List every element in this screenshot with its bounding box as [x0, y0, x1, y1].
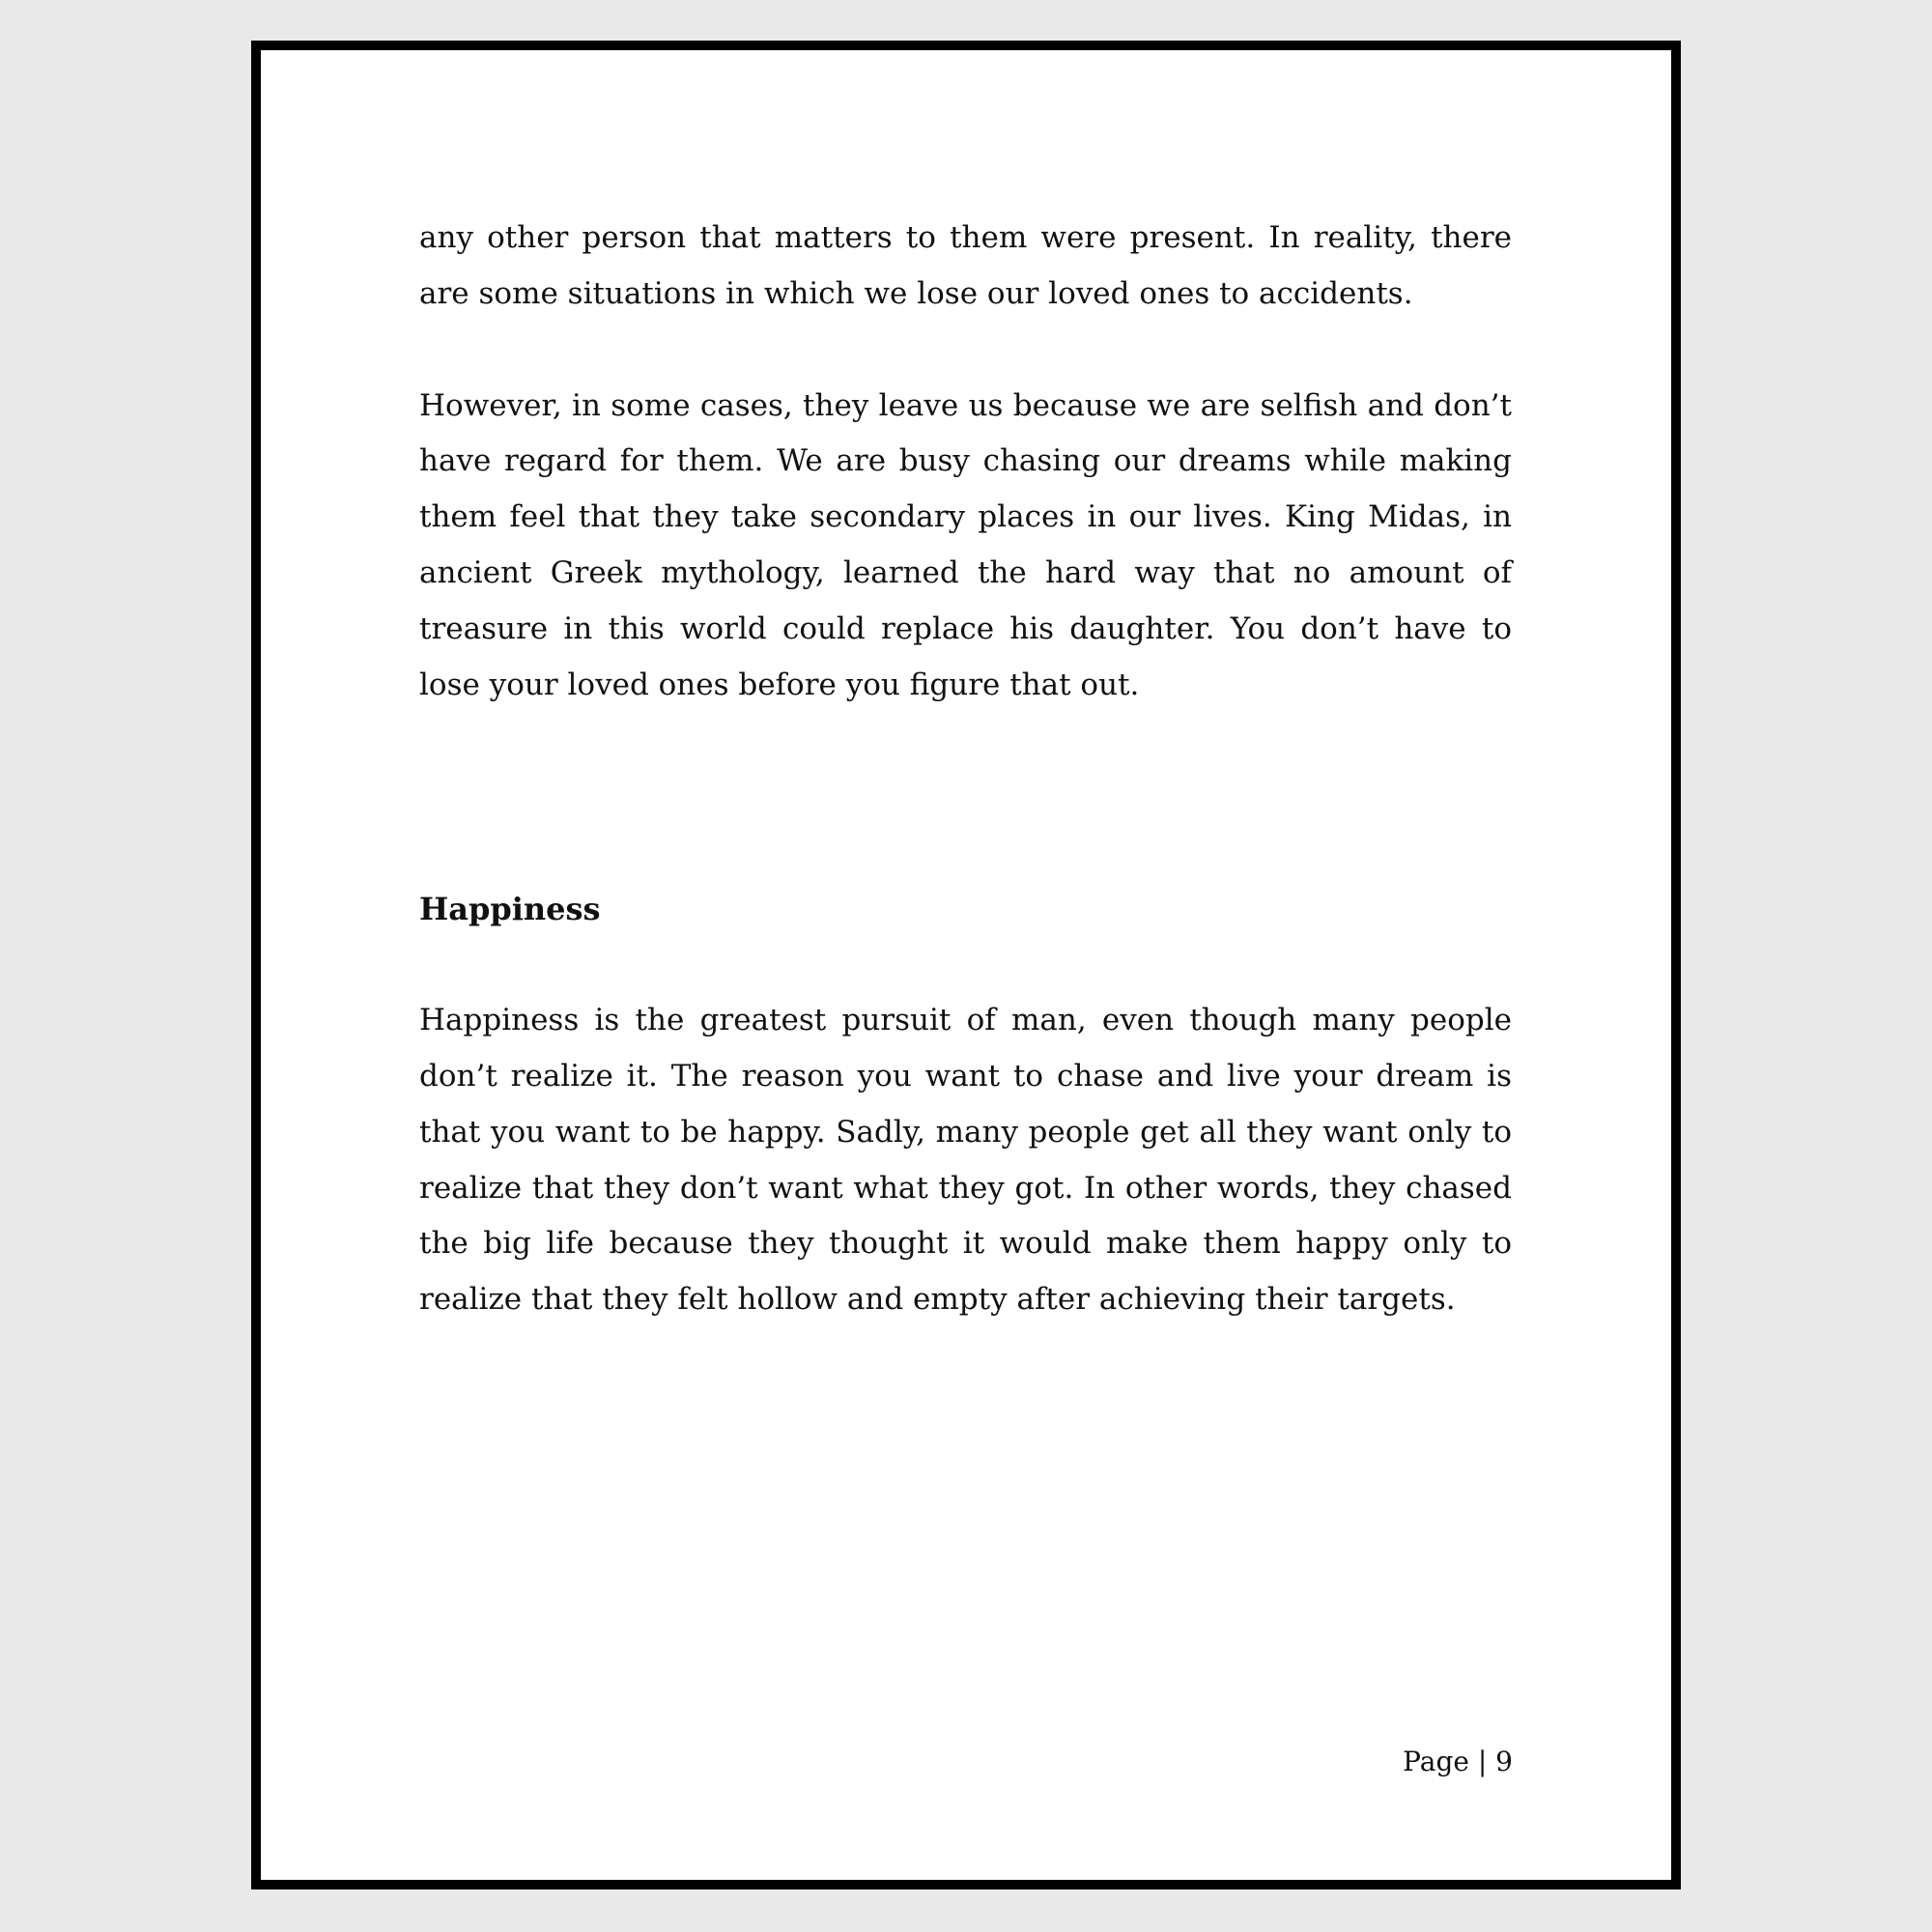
- body-paragraph: However, in some cases, they leave us because we are selfish and don’t have regard for them. We are busy chasing our dreams while making them feel that they take secondary places in our lives. King Midas, in ancient Greek mythology, learned the hard way that no amount of treasure in this world could replace his daughter. You don’t have to lose your loved ones before you figure that out.: [419, 387, 1512, 702]
- document-page: [251, 41, 1681, 1889]
- body-paragraph: Happiness is the greatest pursuit of man, even though many people don’t realize it. The reason you want to chase and live your dream is that you want to be happy. Sadly, many people get all they want only to realize that they don’t want what they got. In other words, they chased the big life because they thought it would make them happy only to realize that they felt hollow and empty after achieving their targets.: [419, 1003, 1512, 1318]
- page-number: Page | 9: [1403, 1746, 1513, 1777]
- page-content: [419, 211, 1512, 1328]
- section-heading: Happiness: [419, 891, 601, 928]
- body-paragraph: any other person that matters to them were present. In reality, there are some situations in which we lose our loved ones to accidents.: [419, 220, 1512, 311]
